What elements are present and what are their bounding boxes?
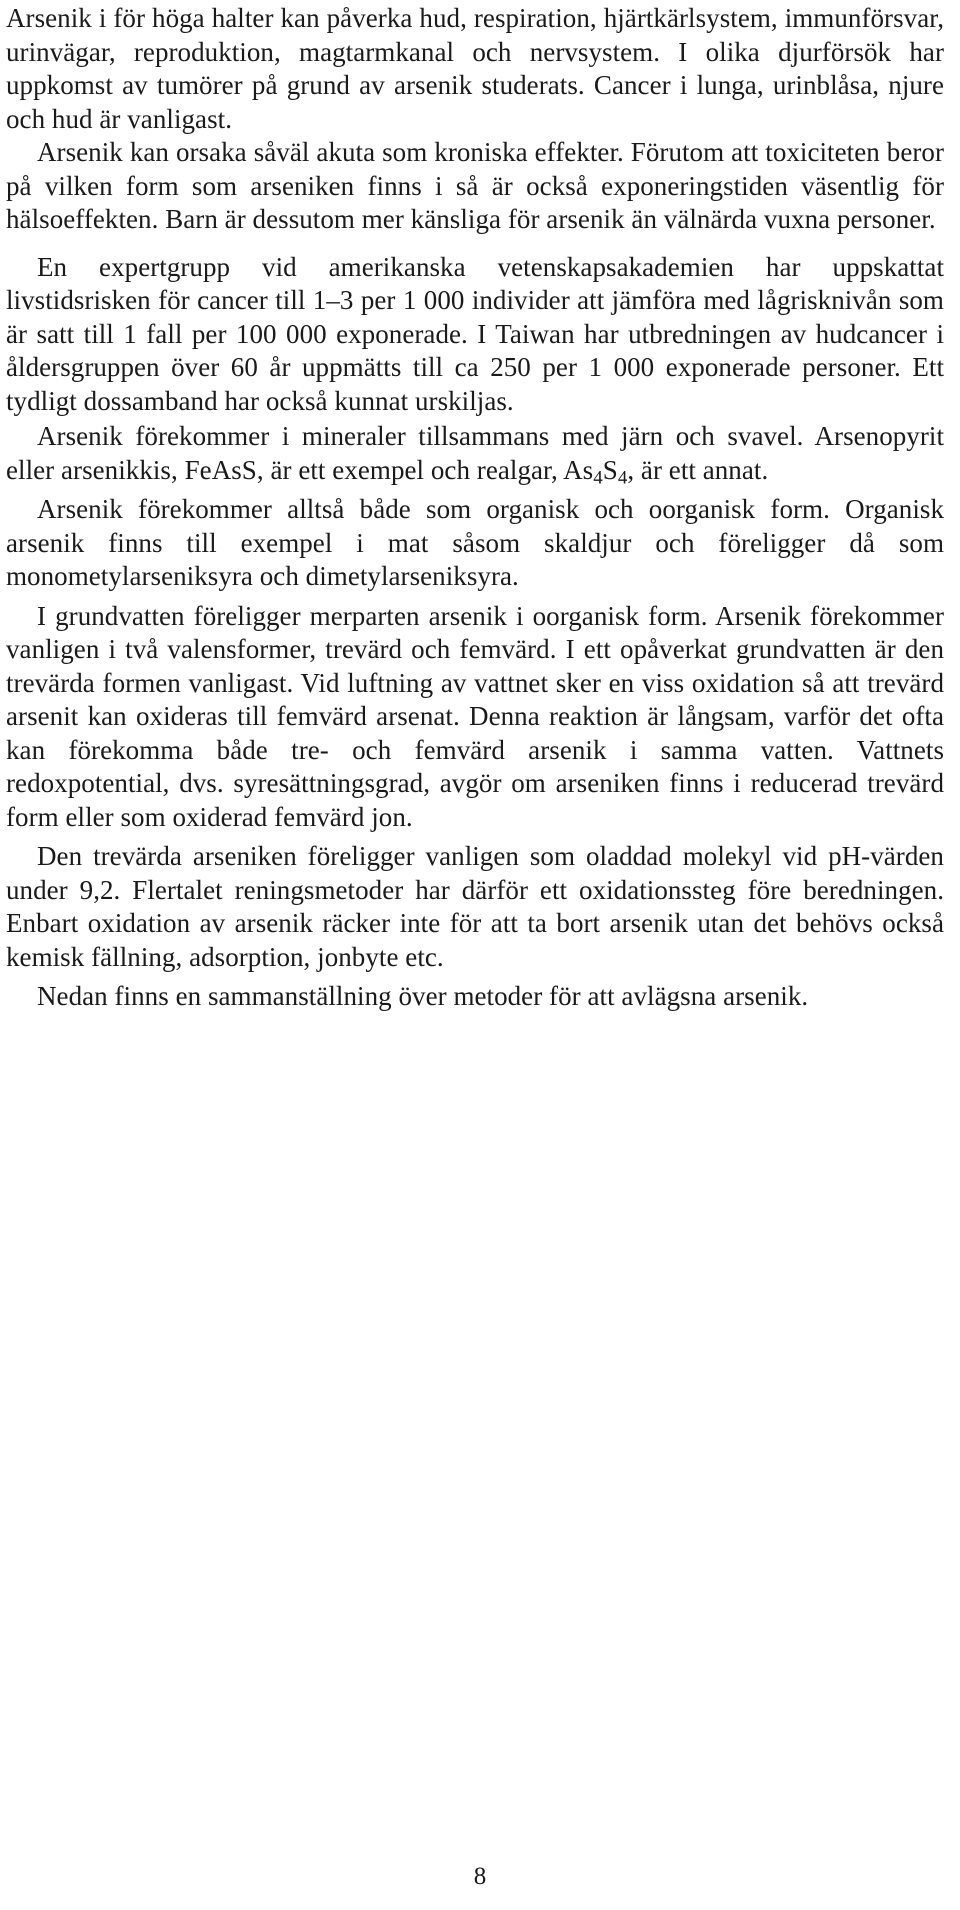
page-number: 8 <box>473 1863 487 1890</box>
document-page <box>6 0 944 1014</box>
minerals-text-after: , är ett annat. <box>627 454 769 485</box>
paragraph-groundwater: I grundvatten föreligger merparten arsenik i oorganisk form. Arsenik förekommer vanligen i två valensformer, trevärd och femvärd. I ett opåverkat grundvatten är den trevärda formen vanligast. Vid luftning av vattnet sker en viss oxidation så att trevärd arsenit kan oxideras till femvärd arsenat. Denna reaktion är långsam, varför det ofta kan förekomma både tre- och femvärd arsenik i samma vatten. Vattnets redoxpotential, dvs. syresättningsgrad, avgör om arseniken finns i reducerad trevärd form eller som oxiderad femvärd jon. <box>6 600 944 832</box>
minerals-text-before: Arsenik förekommer i mineraler tillsammans med järn och svavel. Arsenopyrit eller arsenikkis, FeAsS, är ett exempel och realgar, As <box>6 421 944 485</box>
paragraph-summary-intro: Nedan finns en sammanställning över metoder för att avlägsna arsenik. <box>37 981 809 1011</box>
paragraph-minerals <box>6 420 944 487</box>
formula-subscript-as: 4 <box>593 467 603 489</box>
paragraph-treatment: Den trevärda arseniken föreligger vanligen som oladdad molekyl vid pH-värden under 9,2. Flertalet reningsmetoder har därför ett oxidationssteg före beredningen. Enbart oxidation av arsenik räcker inte för att ta bort arsenik utan det behövs också kemisk fällning, adsorption, jonbyte etc. <box>6 841 944 972</box>
paragraph-cancer-risk: En expertgrupp vid amerikanska vetenskapsakademien har uppskattat livstidsrisken för cancer till 1–3 per 1 000 individer att jämföra med lågrisknivån som är satt till 1 fall per 100 000 exponerade. I Taiwan har utbredningen av hudcancer i åldersgruppen över 60 år uppmätts till ca 250 per 1 000 exponerade personer. Ett tydligt dossamband har också kunnat urskiljas. <box>6 251 944 416</box>
paragraph-acute-chronic: Arsenik kan orsaka såväl akuta som kroniska effekter. Förutom att toxiciteten beror på vilken form som arseniken finns i så är också exponeringstiden väsentlig för hälsoeffekten. Barn är dessutom mer känsliga för arsenik än välnärda vuxna personer. <box>6 137 944 234</box>
paragraph-organic-forms: Arsenik förekommer alltså både som organisk och oorganisk form. Organisk arsenik finns till exempel i mat såsom skaldjur och föreligger då som monometylarseniksyra och dimetylarseniksyra. <box>6 494 944 591</box>
paragraph-health-effects: Arsenik i för höga halter kan påverka hud, respiration, hjärtkärlsystem, immunförsvar, urinvägar, reproduktion, magtarmkanal och nervsystem. I olika djurförsök har uppkomst av tumörer på grund av arsenik studerats. Cancer i lunga, urinblåsa, njure och hud är vanligast. <box>6 3 944 134</box>
formula-sulfur: S <box>602 454 618 485</box>
formula-subscript-s: 4 <box>617 467 628 489</box>
